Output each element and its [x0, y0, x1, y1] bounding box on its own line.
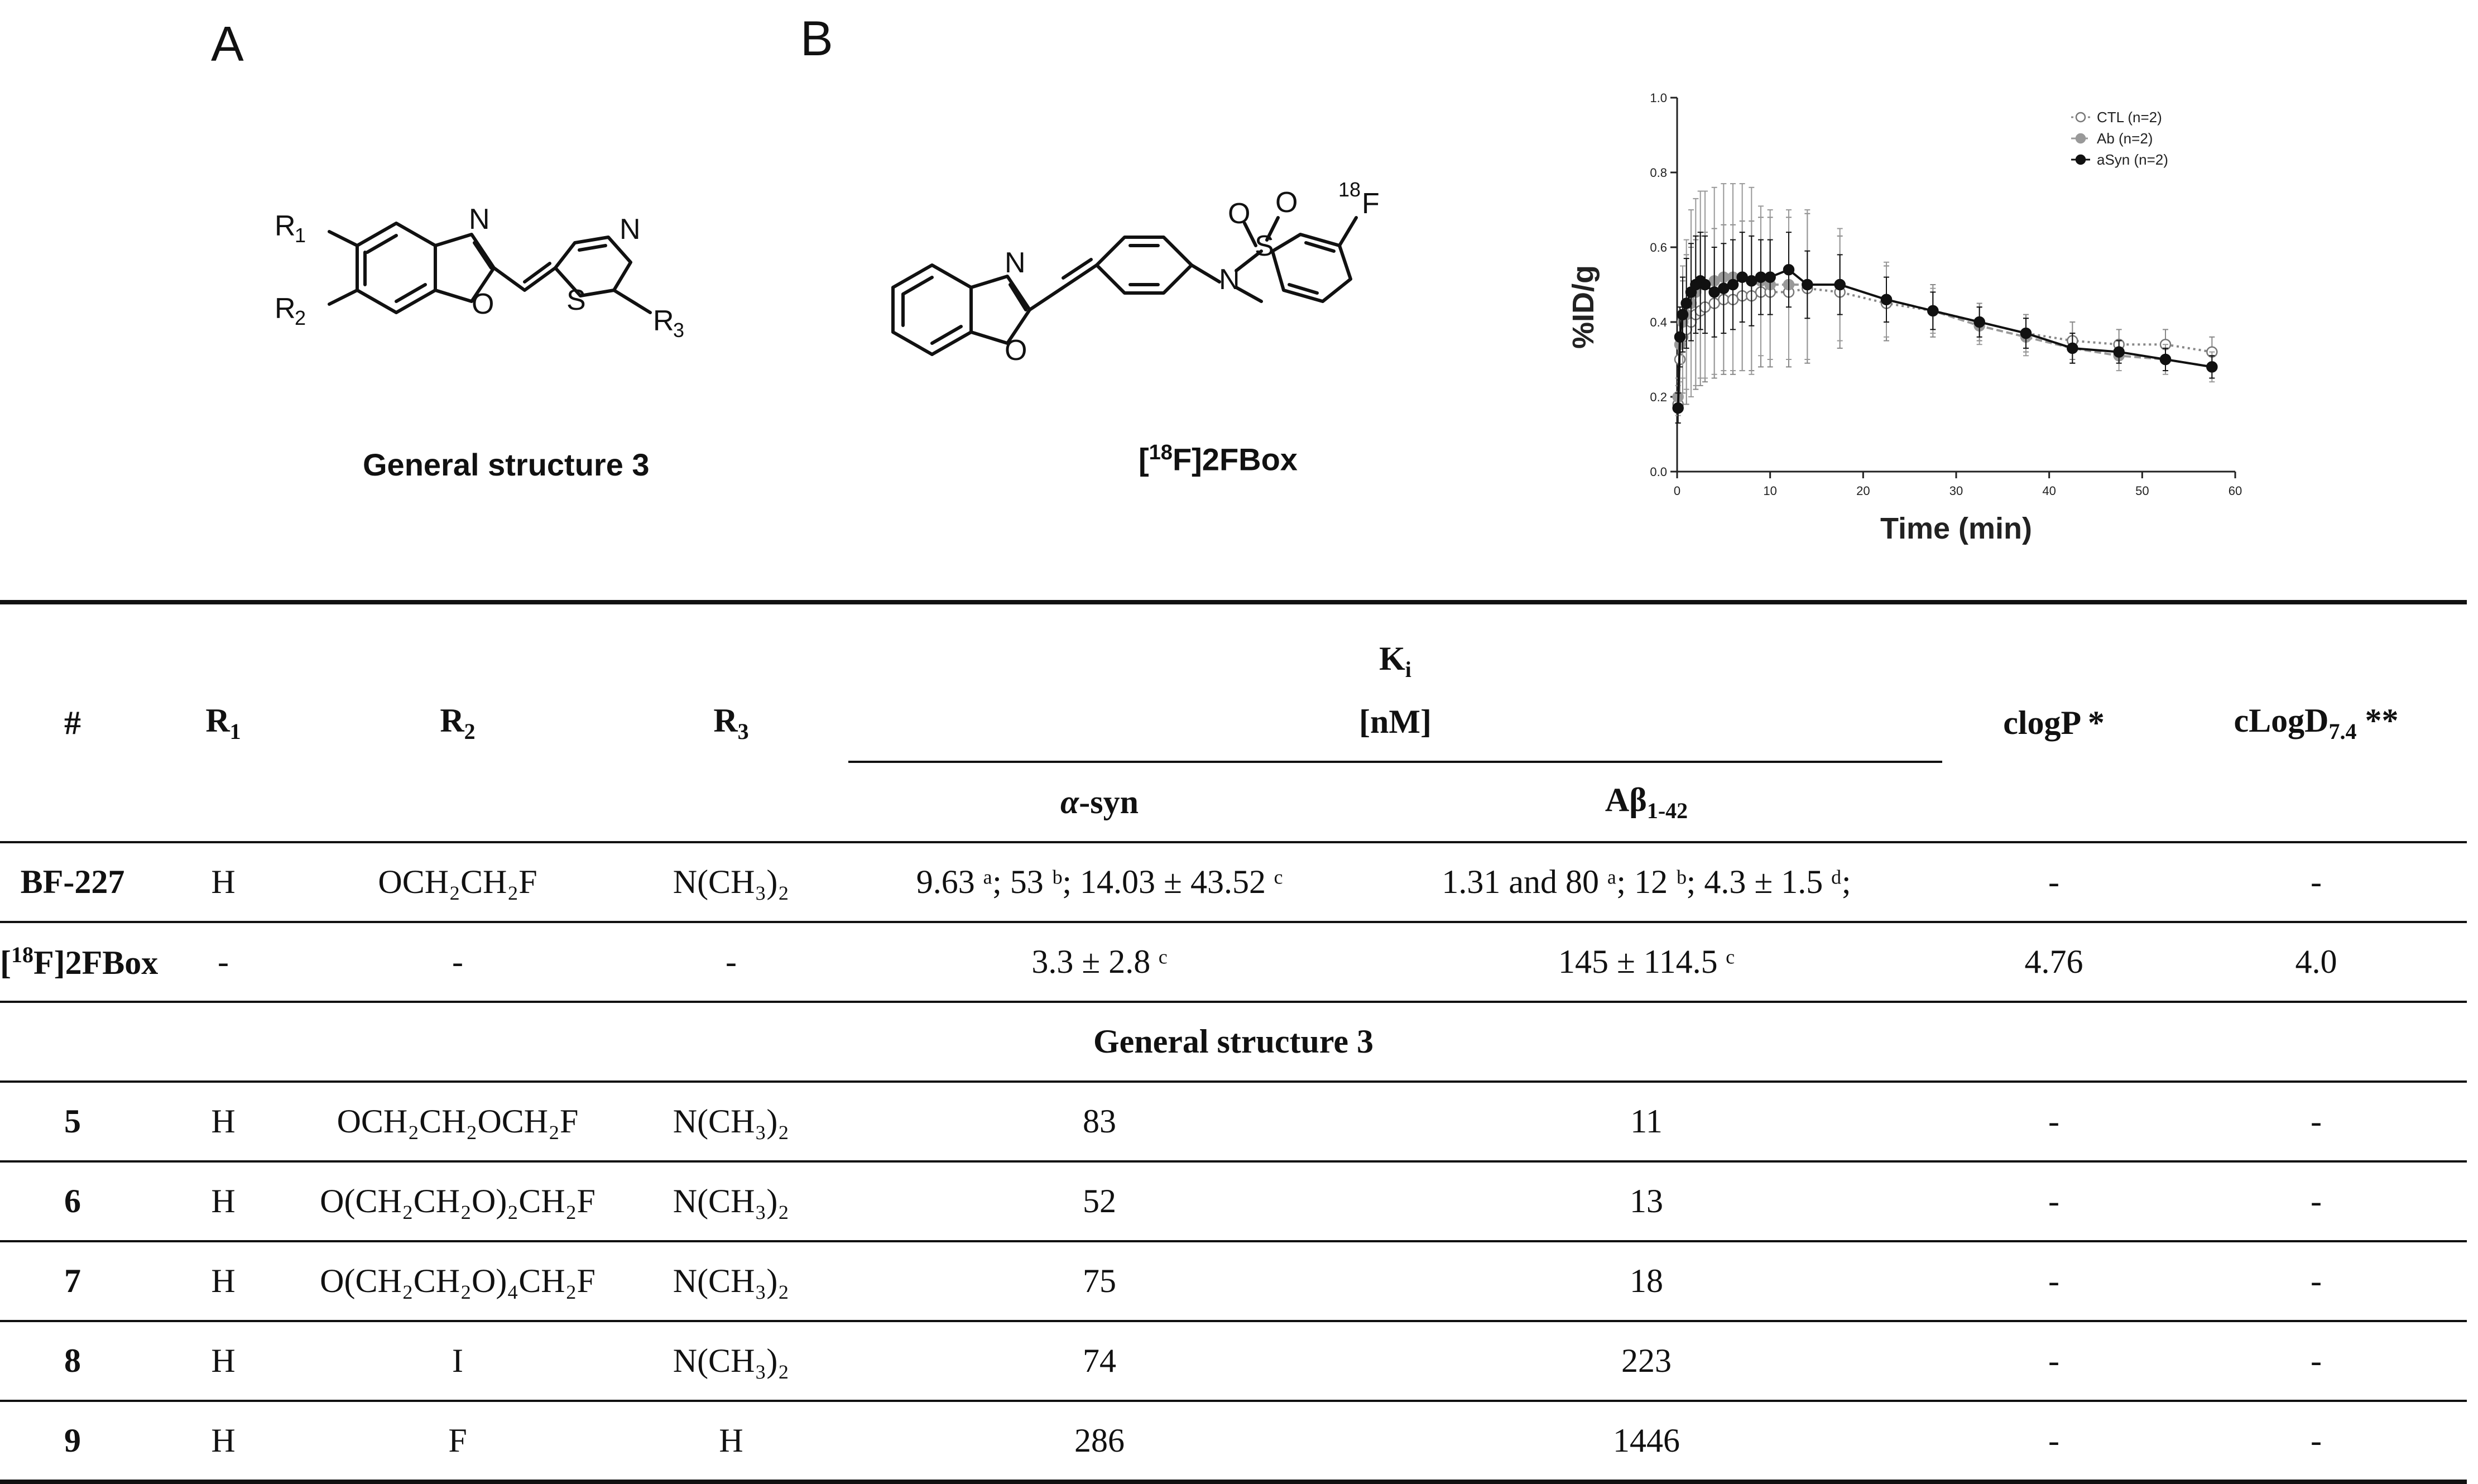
- col-header-r1: [145, 602, 301, 842]
- ki-header-sub: i: [1405, 657, 1411, 682]
- cell-clogd: -: [2165, 842, 2467, 922]
- cell-abeta: 13: [1351, 1161, 1942, 1241]
- cell-r1: H: [145, 842, 301, 922]
- clogd-header-suffix: **: [2356, 702, 2399, 739]
- cell-r2: OCH₂CH₂OCH₂F: [301, 1082, 614, 1161]
- data-point: [1765, 272, 1775, 282]
- cell-abeta: 223: [1351, 1321, 1942, 1401]
- table-row: [0, 1082, 2467, 1161]
- fbox-atom-f: F: [1362, 188, 1380, 220]
- x-tick-label: 0: [1673, 484, 1681, 498]
- chart-series-group: [1673, 184, 2217, 423]
- data-point: [1784, 265, 1794, 275]
- cell-r2: I: [301, 1321, 614, 1401]
- fbox-atom-n-sulfonamide: N: [1219, 263, 1240, 296]
- data-point: [2207, 362, 2217, 372]
- y-tick-label: 0.2: [1650, 390, 1667, 404]
- asyn-alpha: α: [1060, 783, 1079, 820]
- y-tick-label: 0.4: [1650, 315, 1667, 329]
- atom-o-oxazole: O: [472, 288, 494, 320]
- cell-abeta: 18: [1351, 1241, 1942, 1321]
- x-tick-label: 50: [2135, 484, 2149, 498]
- cell-r1: H: [145, 1241, 301, 1321]
- fbox-atom-n-oxazole: N: [1005, 247, 1026, 279]
- fbox-structure-drawing: [871, 167, 1485, 413]
- cell-asyn: 74: [848, 1321, 1351, 1401]
- x-tick-label: 60: [2228, 484, 2242, 498]
- cell-r2: O(CH₂CH₂O)₄CH₂F: [301, 1241, 614, 1321]
- atom-s-thiazole: S: [566, 284, 586, 316]
- y-tick-label: 1.0: [1650, 91, 1667, 105]
- cell-clogd: -: [2165, 1321, 2467, 1401]
- cell-clogp: 4.76: [1942, 922, 2165, 1002]
- panel-label-a: A: [211, 16, 244, 71]
- cell-clogd: -: [2165, 1161, 2467, 1241]
- r3-subscript: 3: [673, 319, 685, 342]
- cell-id: 9: [0, 1401, 145, 1482]
- r2-label: R: [275, 292, 296, 325]
- cell-r2: O(CH₂CH₂O)₂CH₂F: [301, 1161, 614, 1241]
- cell-r3: N(CH₃)₂: [614, 1321, 848, 1401]
- cell-r3: N(CH₃)₂: [614, 1082, 848, 1161]
- data-point: [1709, 287, 1720, 297]
- cell-asyn: 75: [848, 1241, 1351, 1321]
- data-point: [1835, 280, 1845, 290]
- table-section-row: [0, 1002, 2467, 1082]
- fbox-name-post: F]2FBox: [33, 944, 159, 981]
- chart-legend: [2071, 109, 2168, 168]
- fbox-caption: [1139, 441, 1298, 478]
- atom-n-oxazole: N: [469, 203, 490, 236]
- asyn-rest: -syn: [1079, 783, 1139, 820]
- r1-header-text: R: [205, 702, 230, 739]
- atom-n-thiazole: N: [620, 213, 641, 246]
- cell-id: 6: [0, 1161, 145, 1241]
- data-point: [2021, 328, 2031, 338]
- r2-header-sub: 2: [464, 718, 476, 744]
- section-label: General structure 3: [0, 1002, 2467, 1082]
- fbox-atom-o-oxazole: O: [1005, 334, 1027, 367]
- cell-clogd: 4.0: [2165, 922, 2467, 1002]
- r1-header-sub: 1: [229, 718, 241, 744]
- cell-clogd: -: [2165, 1401, 2467, 1482]
- data-point: [2114, 347, 2124, 357]
- data-point: [1700, 280, 1710, 290]
- abeta-text: Aβ: [1605, 781, 1647, 818]
- legend-marker: [2076, 113, 2085, 122]
- cell-asyn: 52: [848, 1161, 1351, 1241]
- cell-abeta: 1446: [1351, 1401, 1942, 1482]
- cell-asyn: 3.3 ± 2.8 ᶜ: [848, 922, 1351, 1002]
- fbox-caption-pre: [: [1139, 441, 1149, 477]
- data-point: [1675, 332, 1685, 342]
- cell-clogp: -: [1942, 1241, 2165, 1321]
- cell-asyn: 83: [848, 1082, 1351, 1161]
- cell-r1: -: [145, 922, 301, 1002]
- col-header-clogp: clogP *: [1942, 602, 2165, 842]
- data-point: [2067, 343, 2077, 353]
- col-header-ki: [848, 602, 1942, 683]
- cell-r3: -: [614, 922, 848, 1002]
- table-row: [0, 1161, 2467, 1241]
- data-point: [1728, 280, 1738, 290]
- panel-label-b: B: [800, 11, 833, 66]
- cell-abeta: 145 ± 114.5 ᶜ: [1351, 922, 1942, 1002]
- col-header-hash: #: [0, 602, 145, 842]
- clogd-header-sub: 7.4: [2328, 718, 2357, 744]
- fbox-name-pre: [: [0, 944, 11, 981]
- chart-y-axis-label: %ID/g: [1567, 265, 1600, 349]
- fbox-atom-labels: [1005, 178, 1380, 367]
- data-point: [1678, 310, 1688, 320]
- cell-clogp: -: [1942, 1401, 2165, 1482]
- data-point: [1737, 272, 1747, 282]
- cell-abeta: 11: [1351, 1082, 1942, 1161]
- legend-label: Ab (n=2): [2097, 130, 2153, 147]
- y-tick-label: 0.0: [1650, 465, 1667, 479]
- legend-marker: [2076, 134, 2085, 143]
- cell-asyn: 9.63 ᵃ; 53 ᵇ; 14.03 ± 43.52 ᶜ: [848, 842, 1351, 922]
- x-tick-label: 20: [1856, 484, 1870, 498]
- data-point: [2160, 354, 2170, 364]
- col-header-r2: [301, 602, 614, 842]
- series-line: [1678, 289, 2212, 405]
- cell-r2: F: [301, 1401, 614, 1482]
- cell-id: 7: [0, 1241, 145, 1321]
- cell-clogp: -: [1942, 1321, 2165, 1401]
- r2-subscript: 2: [295, 306, 306, 329]
- legend-label: aSyn (n=2): [2097, 151, 2168, 168]
- ki-header-text: K: [1379, 640, 1405, 677]
- data-point: [1746, 276, 1756, 286]
- fbox-f18-superscript: 18: [1338, 178, 1361, 201]
- cell-r2: OCH₂CH₂F: [301, 842, 614, 922]
- cell-clogd: -: [2165, 1082, 2467, 1161]
- fbox-caption-sup: 18: [1149, 441, 1173, 464]
- y-tick-label: 0.8: [1650, 166, 1667, 180]
- table-row-bf227: [0, 842, 2467, 922]
- x-tick-label: 30: [1949, 484, 1963, 498]
- cell-r1: H: [145, 1401, 301, 1482]
- data-point: [1802, 280, 1812, 290]
- r2-header-text: R: [440, 702, 464, 739]
- cell-r3: N(CH₃)₂: [614, 1241, 848, 1321]
- fbox-atom-s: S: [1255, 230, 1274, 262]
- fbox-caption-post: F]2FBox: [1172, 441, 1298, 477]
- cell-clogp: -: [1942, 1082, 2165, 1161]
- col-header-clogd: [2165, 602, 2467, 842]
- r1-label: R: [275, 210, 296, 242]
- cell-r1: H: [145, 1161, 301, 1241]
- clogd-header-text: cLogD: [2234, 702, 2329, 739]
- data-point: [1881, 295, 1891, 305]
- cell-r1: H: [145, 1082, 301, 1161]
- chart-x-axis-label: Time (min): [1880, 512, 2033, 545]
- data-point: [1682, 299, 1692, 309]
- cell-clogp: -: [1942, 1161, 2165, 1241]
- col-header-r3: [614, 602, 848, 842]
- cell-abeta: 1.31 and 80 ᵃ; 12 ᵇ; 4.3 ± 1.5 ᵈ;: [1351, 842, 1942, 922]
- legend-label: CTL (n=2): [2097, 109, 2162, 126]
- table-row: [0, 1241, 2467, 1321]
- data-point: [1756, 272, 1766, 282]
- y-tick-label: 0.6: [1650, 241, 1667, 254]
- cell-asyn: 286: [848, 1401, 1351, 1482]
- legend-marker: [2076, 155, 2085, 164]
- cell-id: [0, 922, 159, 1002]
- cell-r3: N(CH₃)₂: [614, 1161, 848, 1241]
- fbox-atom-o1: O: [1228, 198, 1251, 230]
- data-point: [1673, 403, 1683, 413]
- x-tick-label: 40: [2042, 484, 2056, 498]
- data-point: [1718, 284, 1728, 294]
- r3-header-text: R: [713, 702, 738, 739]
- general-structure-3-drawing: [246, 184, 793, 435]
- r3-label: R: [653, 305, 674, 337]
- table-row: [0, 1321, 2467, 1401]
- fbox-atom-o2: O: [1275, 186, 1298, 219]
- series-0: [1673, 214, 2217, 423]
- cell-id: 5: [0, 1082, 145, 1161]
- r1-subscript: 1: [295, 224, 306, 247]
- biodistribution-chart: [1552, 73, 2277, 564]
- x-tick-label: 10: [1763, 484, 1777, 498]
- cell-r3: H: [614, 1401, 848, 1482]
- data-point: [1928, 306, 1938, 316]
- cell-r2: -: [301, 922, 614, 1002]
- table-row-fbox: [0, 922, 2467, 1002]
- abeta-sub: 1-42: [1646, 798, 1688, 823]
- cell-r3: N(CH₃)₂: [614, 842, 848, 922]
- col-header-abeta: [1351, 762, 1942, 842]
- series-2: [1673, 232, 2217, 423]
- col-header-asyn: [848, 762, 1351, 842]
- data-point: [1975, 317, 1985, 327]
- table-row: [0, 1401, 2467, 1482]
- cell-clogp: -: [1942, 842, 2165, 922]
- cell-id: 8: [0, 1321, 145, 1401]
- cell-id: BF-227: [0, 842, 145, 922]
- fbox-name-sup: 18: [11, 942, 33, 967]
- r3-header-sub: 3: [737, 718, 749, 744]
- affinity-table: [0, 600, 2467, 1484]
- col-header-nm: [nM]: [848, 683, 1942, 762]
- general-structure-caption: General structure 3: [363, 447, 650, 482]
- cell-r1: H: [145, 1321, 301, 1401]
- cell-clogd: -: [2165, 1241, 2467, 1321]
